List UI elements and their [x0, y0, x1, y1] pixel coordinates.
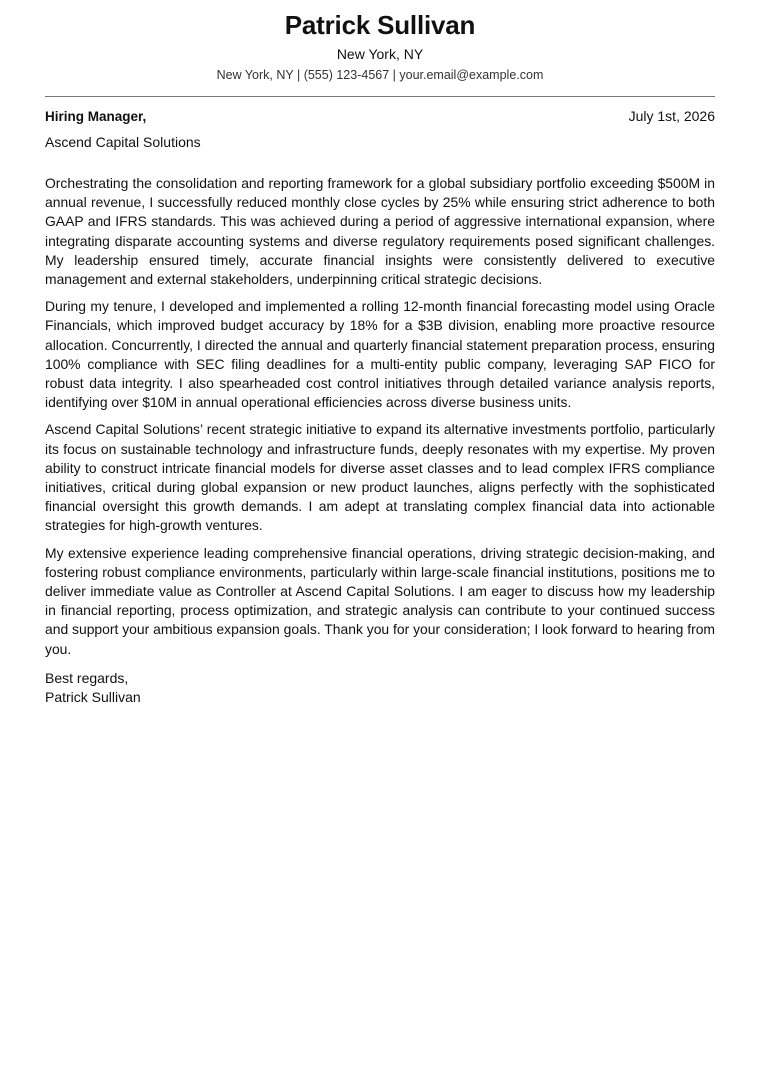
- letter-date: July 1st, 2026: [628, 108, 715, 124]
- body-paragraph-1: Orchestrating the consolidation and reporting framework for a global subsidiary portfolio exceeding $500M in annual revenue, I successfully reduced monthly close cycles by 25% while ensuring strict adherence to both GAAP and IFRS standards. This was achieved during a period of aggressive international expansion, where integrating disparate accounting systems and diverse regulatory requirements posed significant challenges. My leadership ensured timely, accurate financial insights were consistently delivered to executive management and external stakeholders, underpinning critical strategic decisions.: [45, 175, 715, 288]
- closing-phrase: Best regards,: [45, 669, 129, 686]
- salutation: Hiring Manager,: [45, 109, 147, 124]
- applicant-contact-line: New York, NY | (555) 123-4567 | your.email@example.com: [216, 68, 544, 82]
- salutation-date-row: [45, 107, 715, 126]
- applicant-name: Patrick Sullivan: [284, 10, 476, 40]
- header-divider: [45, 96, 715, 97]
- letter-closing: [45, 669, 715, 708]
- signature-name: Patrick Sullivan: [45, 689, 141, 706]
- recipient-company: Ascend Capital Solutions: [45, 134, 201, 150]
- body-paragraph-4: My extensive experience leading comprehensive financial operations, driving strategic decision-making, and fostering robust compliance environments, particularly within large-scale financial institutions, positions me to deliver immediate value as Controller at Ascend Capital Solutions. I am eager to discuss how my leadership in financial reporting, process optimization, and strategic analysis can contribute to your continued success and support your ambitious expansion goals. Thank you for your consideration; I look forward to hearing from you.: [45, 544, 715, 657]
- body-paragraph-3: Ascend Capital Solutions’ recent strategic initiative to expand its alternative investments portfolio, particularly its focus on sustainable technology and infrastructure funds, deeply resonates with my expertise. My proven ability to construct intricate financial models for diverse asset classes and to lead complex IFRS compliance initiatives, critical during global expansion or new product launches, aligns perfectly with the sophisticated financial oversight this growth demands. I am adept at translating complex financial data into actionable strategies for high-growth ventures.: [45, 421, 715, 534]
- applicant-location: New York, NY: [336, 46, 424, 62]
- letter-header: [45, 0, 715, 84]
- body-paragraph-2: During my tenure, I developed and implemented a rolling 12-month financial forecasting model using Oracle Financials, which improved budget accuracy by 18% for a $3B division, enabling more proactive resource allocation. Concurrently, I directed the annual and quarterly financial statement preparation process, ensuring 100% compliance with SEC filing deadlines for a multi-entity public company, leveraging SAP FICO for robust data integrity. I also spearheaded cost control initiatives through detailed variance analysis reports, identifying over $10M in annual operational efficiencies across diverse business units.: [45, 298, 715, 411]
- letter-body: [45, 174, 715, 659]
